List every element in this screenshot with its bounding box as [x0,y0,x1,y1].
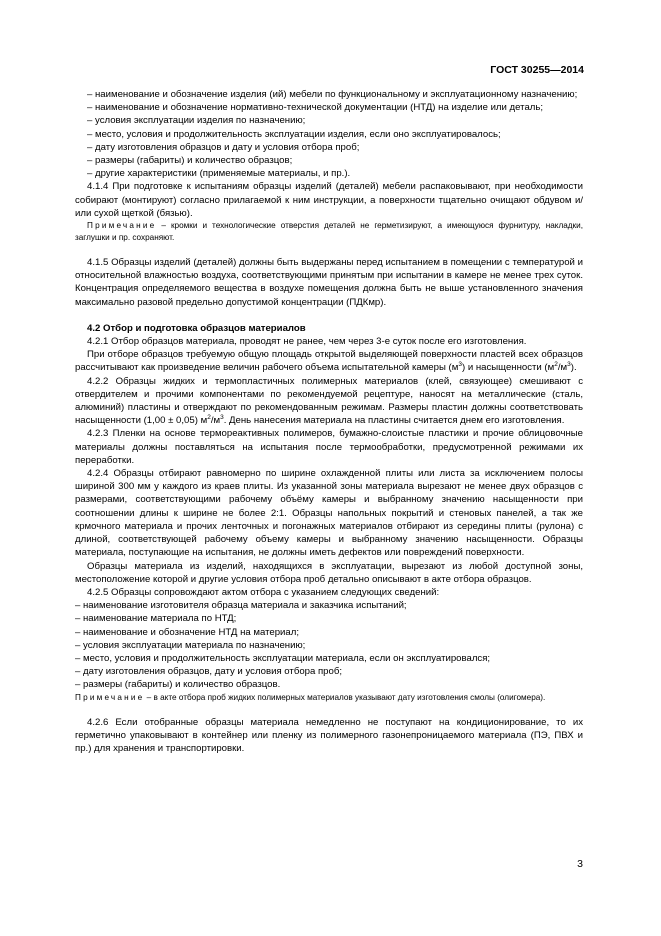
list-item: – место, условия и продолжительность эксплуатации материала, если он эксплуатировался; [75,652,491,664]
note-text: – кромки и технологические отверстия деталей не герметизируют, а имеющуюся фурнитуру, накладки, заглушки и пр. сохраняют. [75,221,583,242]
paragraph-4-2-4: 4.2.4 Образцы отбирают равномерно по ширине охлажденной плиты или листа за исключением полосы шириной 300 мм у каждого из краев плиты. Из указанной зоны материала вырезают не менее двух образцов с размерами, соответствующими рабочему объёму камеры и выбранному значению насыщенности при соотношении длины к ширине не более 2:1. Образцы напольных покрытий и стеновых панелей, а так же крмочного материала и прочих ленточных и погонажных материалов отбирают из середины плиты (рулона) с длиной, соответствующей рабочему объему камеры и выбранному значению насыщенности. Образцы материала, поступающие на испытания, не должны иметь дефектов или повреждений поверхности. [75,468,583,559]
note-label: Примечание [75,692,145,702]
note [75,692,583,704]
paragraph-4-1-5: 4.1.5 Образцы изделий (деталей) должны быть выдержаны перед испытанием в помещении с температурой и относительной влажностью воздуха, соответствующими принятым при испытании в камере не менее трех суток. Концентрация определяемого вещества в воздухе помещения должна быть не выше установленного значения максимально разовой предельно допустимой концентрации (ПДКмр). [75,257,583,308]
list-item: – дату изготовления образцов и дату и условия отбора проб; [87,141,360,153]
paragraph-in-use-samples: Образцы материала из изделий, находящихся в эксплуатации, вырезают из любой доступной зоны, местоположение которой и другие условия отбора проб детально описывают в акте отбора образцов. [75,560,583,585]
list-item: – наименование и обозначение нормативно-технической документации (НТД) на изделие или деталь; [87,102,544,114]
page-body [75,88,583,756]
document-code: ГОСТ 30255—2014 [490,64,584,76]
paragraph-4-2-5: 4.2.5 Образцы сопровождают актом отбора с указанием следующих сведений: [87,586,440,598]
paragraph-area-calc: При отборе образцов требуемую общую площадь открытой выделяющей поверхности пластей всех образцов рассчитывают как произведение величин рабочего объема испытательной камеры $(м^3)$ и насыщенности $(м^2/м^3)$. [75,349,583,374]
note-label: Примечание [87,221,157,231]
list-item: – наименование и обозначение изделия (ий) мебели по функциональному и эксплуатационному назначению; [87,89,578,100]
paragraph-4-1-4: 4.1.4 При подготовке к испытаниям образцы изделий (деталей) мебели распаковывают, при необходимости собирают (монтируют) согласно прилагаемой к ним инструкции, а поверхности тщательно очищают обдувом и/или сухой щеткой (бязью). [75,181,583,219]
section-heading: 4.2 Отбор и подготовка образцов материалов [87,322,306,334]
list-item: – место, условия и продолжительность эксплуатации изделия, если оно эксплуатировалось; [87,128,501,140]
page-number: 3 [577,858,583,870]
paragraph-4-2-6: 4.2.6 Если отобранные образцы материала немедленно не поступают на кондиционирование, то их герметично упаковывают в контейнер или пленку из полимерного газонепроницаемого материала (ПЭ, ПВХ и пр.) для хранения и транспортировки. [75,717,583,755]
paragraph-4-2-3: 4.2.3 Пленки на основе термореактивных полимеров, бумажно-слоистые пластики и прочие облицовочные материалы должны поставляться на испытания после термообработки, предусмотренной режимами их переработки. [75,428,583,466]
list-item: – наименование изготовителя образца материала и заказчика испытаний; [75,600,407,612]
list-item: – другие характеристики (применяемые материалы, и пр.). [87,168,351,180]
list-item: – условия эксплуатации изделия по назначению; [87,115,306,127]
note-text: – в акте отбора проб жидких полимерных материалов указывают дату изготовления смолы (олигомера). [144,692,546,702]
list-item: – размеры (габариты) и количество образцов; [87,155,293,167]
paragraph-4-2-1: 4.2.1 Отбор образцов материала, проводят не ранее, чем через 3-е суток после его изготовления. [87,336,527,348]
list-item: – наименование материала по НТД; [75,613,237,625]
list-item: – размеры (габариты) и количество образцов. [75,679,281,691]
list-item: – наименование и обозначение НТД на материал; [75,626,300,638]
list-item: – дату изготовления образцов, дату и условия отбора проб; [75,666,343,678]
list-item: – условия эксплуатации материала по назначению; [75,639,306,651]
note [75,220,583,243]
paragraph-4-2-2: 4.2.2 Образцы жидких и термопластичных полимерных материалов (клей, связующее) смешивают с отвердителем и прочими компонентами по рекомендуемой рецептуре, наносят на металлические (сталь, алюминий) пластины и отверждают по рекомендованным режимам. Размеры пластин должны соответствовать насыщенности (1,00 ± 0,05) $м^2/м^3$. День нанесения материала на пластины считается днем его изготовления. [75,375,583,427]
